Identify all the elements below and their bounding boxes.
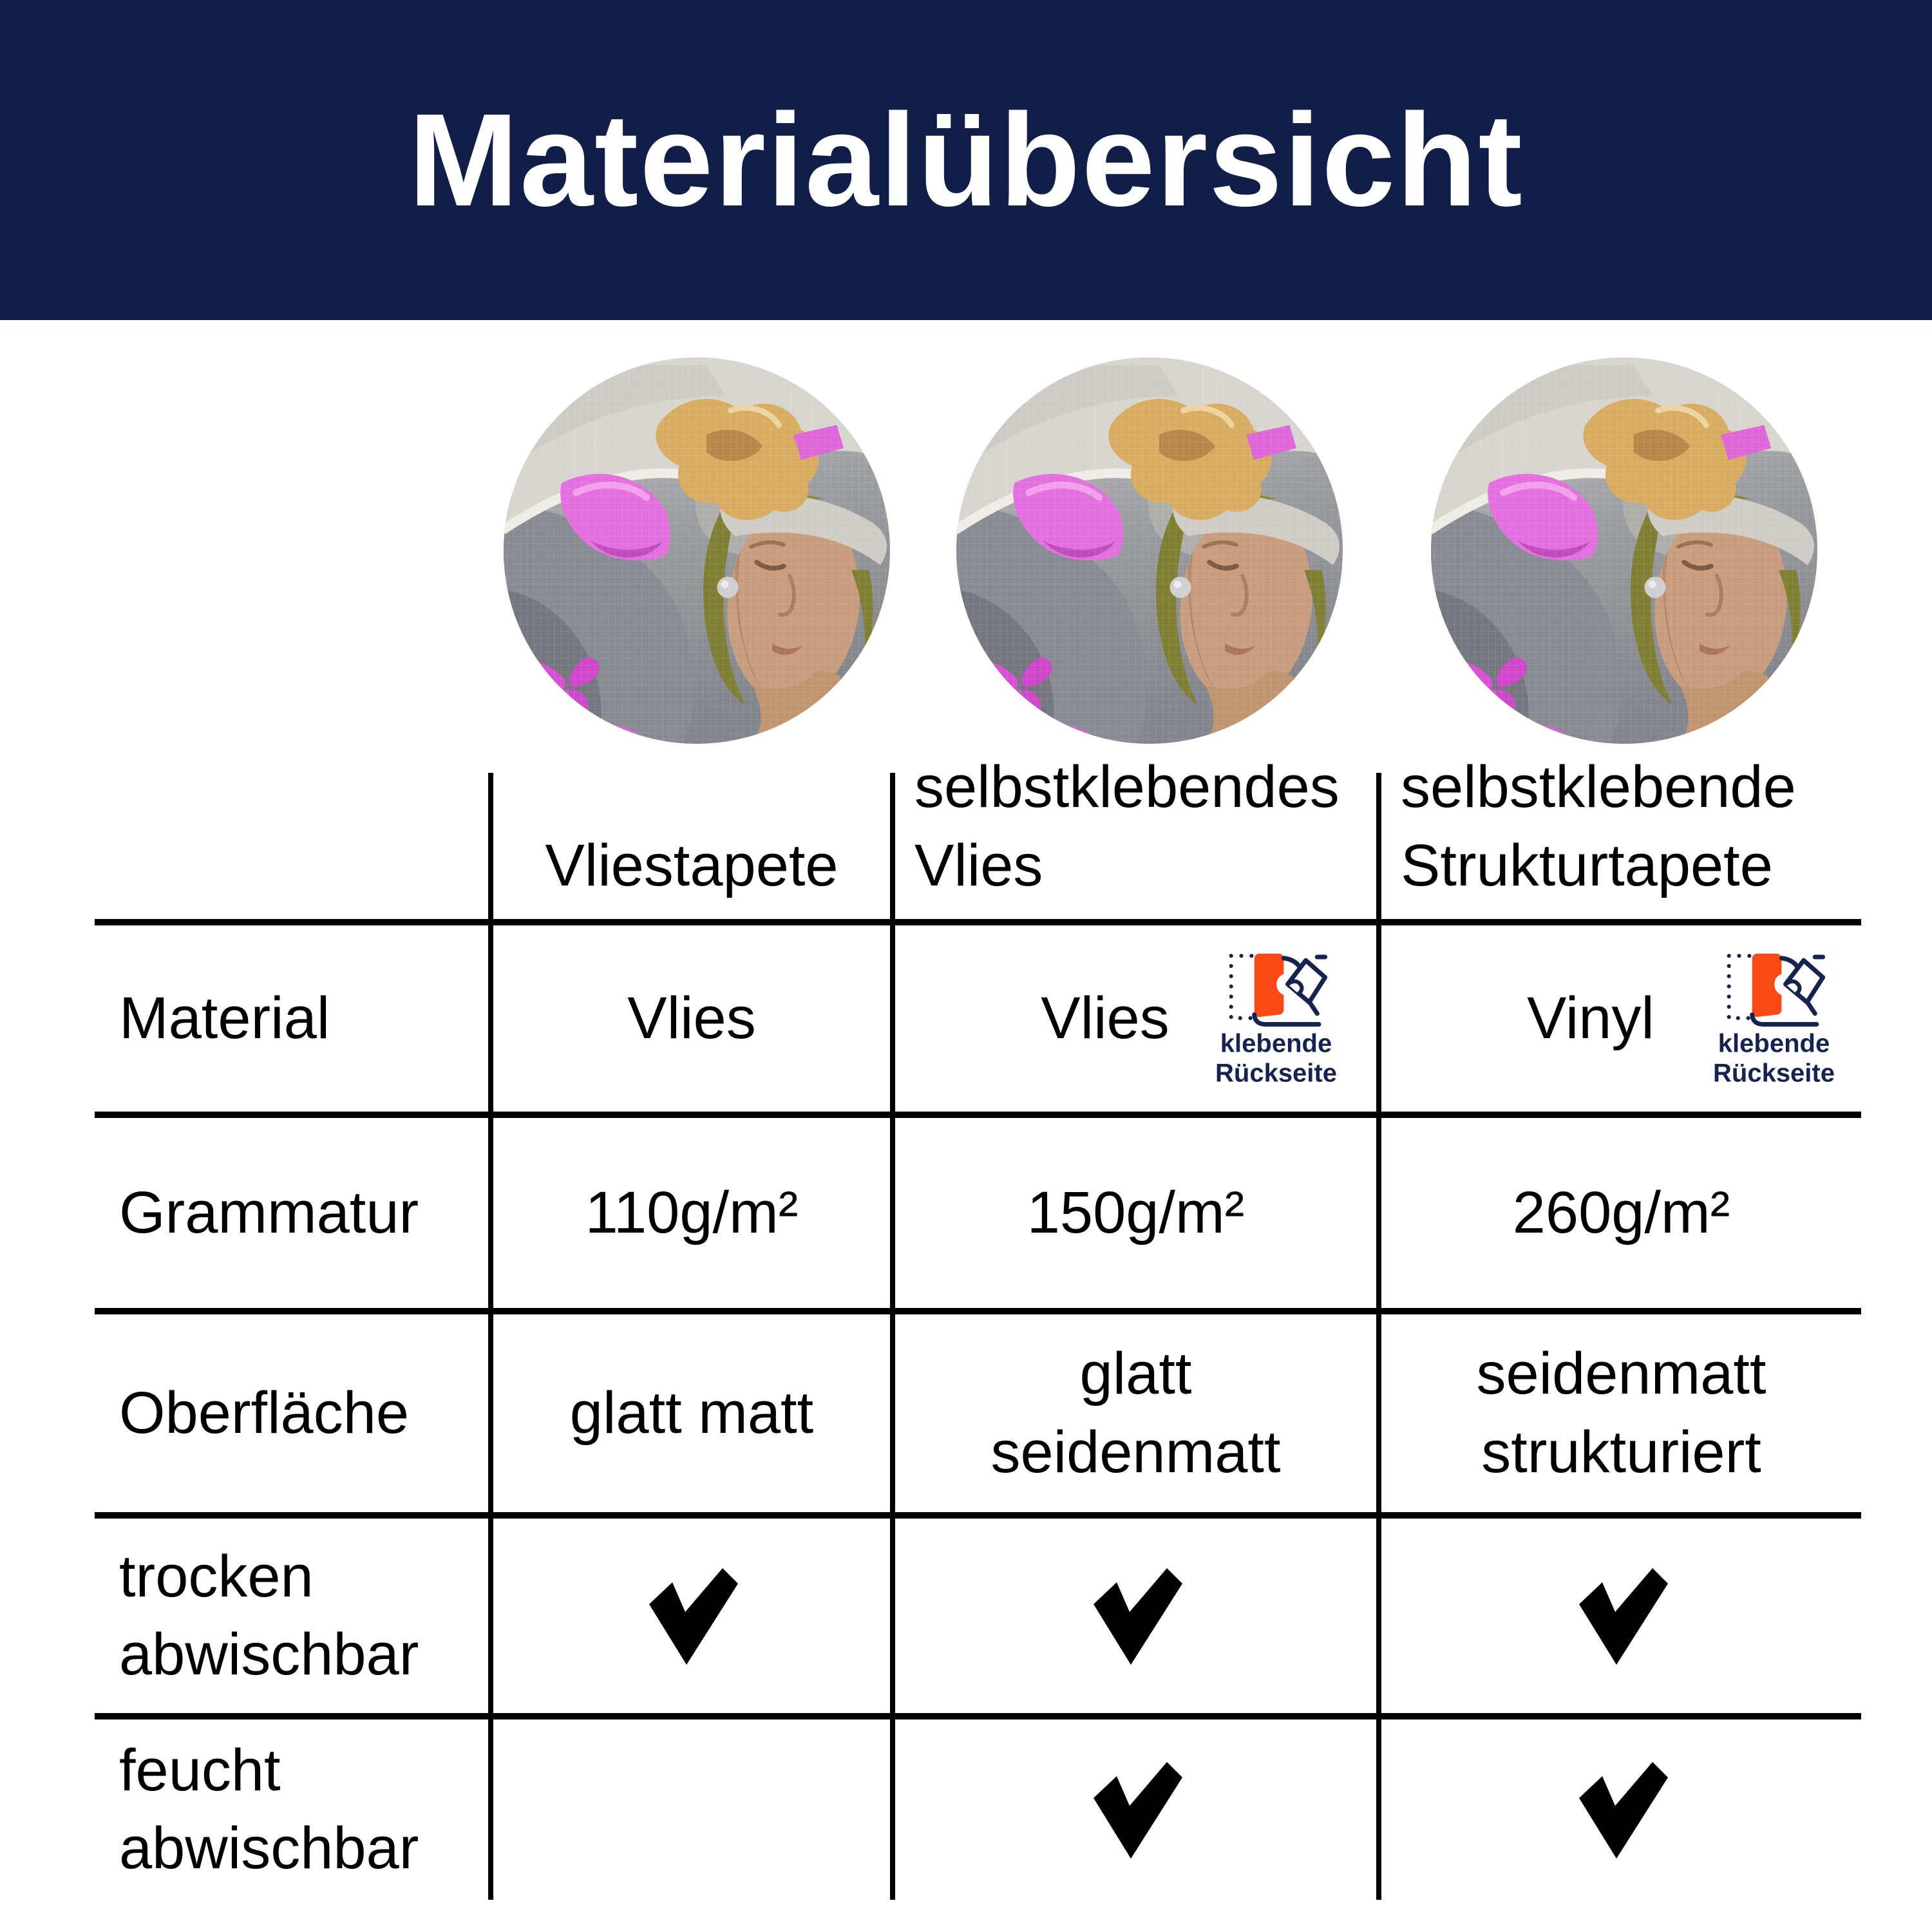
badge-label: Rückseite bbox=[1713, 1059, 1835, 1088]
cell-trocken-vliestapete bbox=[493, 1519, 895, 1719]
row-label-grammatur bbox=[95, 1118, 493, 1314]
comparison-table bbox=[95, 754, 1861, 1900]
product-image-selbstklebendes-vlies bbox=[956, 357, 1343, 744]
column-header-selbstklebendes-vlies bbox=[895, 754, 1381, 925]
cell-grammatur-vliestapete bbox=[493, 1118, 895, 1314]
wallpaper-motif-image bbox=[956, 357, 1343, 744]
adhesive-backing-badge bbox=[1207, 949, 1345, 1088]
column-header-label: Vliestapete bbox=[545, 832, 838, 898]
column-header-selbstklebende-strukturtapete bbox=[1381, 754, 1861, 925]
cell-value: strukturiert bbox=[1481, 1419, 1761, 1485]
check-icon bbox=[1084, 1757, 1188, 1862]
row-label-text: abwischbar bbox=[119, 1815, 419, 1881]
badge-label: klebende bbox=[1718, 1029, 1830, 1058]
column-header-label: Vlies bbox=[914, 832, 1043, 898]
cell-feucht-selbstklebendes-vlies bbox=[895, 1719, 1381, 1900]
badge-label: Rückseite bbox=[1215, 1059, 1337, 1088]
wallpaper-motif-image bbox=[1431, 357, 1817, 744]
cell-material-strukturtapete bbox=[1381, 925, 1861, 1118]
cell-value: 150g/m² bbox=[1027, 1179, 1245, 1245]
check-icon bbox=[1570, 1564, 1673, 1668]
column-header-label: Strukturtapete bbox=[1401, 832, 1773, 898]
row-label-oberflaeche bbox=[95, 1314, 493, 1519]
row-label-text: abwischbar bbox=[119, 1622, 419, 1687]
cell-value: seidenmatt bbox=[990, 1419, 1281, 1485]
adhesive-backing-badge bbox=[1705, 949, 1843, 1088]
cell-grammatur-selbstklebendes-vlies bbox=[895, 1118, 1381, 1314]
adhesive-backing-icon bbox=[1220, 949, 1333, 1028]
row-label-trocken-abwischbar bbox=[95, 1519, 493, 1719]
check-icon bbox=[1084, 1564, 1188, 1668]
row-label-text: Oberfläche bbox=[119, 1379, 410, 1446]
cell-value: Vlies bbox=[1041, 985, 1170, 1051]
row-label-text: Material bbox=[119, 985, 330, 1051]
cell-oberflaeche-strukturtapete bbox=[1381, 1314, 1861, 1519]
header-banner bbox=[0, 0, 1932, 320]
column-header-label: selbstklebendes bbox=[914, 754, 1340, 820]
cell-material-vliestapete bbox=[493, 925, 895, 1118]
cell-oberflaeche-selbstklebendes-vlies bbox=[895, 1314, 1381, 1519]
cell-material-selbstklebendes-vlies bbox=[895, 925, 1381, 1118]
badge-label: klebende bbox=[1220, 1029, 1332, 1058]
column-header-vliestapete bbox=[493, 773, 895, 925]
row-label-text: feucht bbox=[119, 1737, 281, 1803]
cell-value: Vlies bbox=[627, 985, 756, 1051]
row-label-text: Grammatur bbox=[119, 1179, 419, 1245]
check-icon bbox=[1570, 1757, 1673, 1862]
cell-value: seidenmatt bbox=[1476, 1341, 1766, 1407]
row-label-feucht-abwischbar bbox=[95, 1719, 493, 1900]
cell-value: 260g/m² bbox=[1512, 1179, 1730, 1245]
corner-cell bbox=[95, 773, 493, 925]
page-title: Materialübersicht bbox=[408, 86, 1524, 234]
cell-value: 110g/m² bbox=[585, 1179, 799, 1245]
cell-trocken-selbstklebendes-vlies bbox=[895, 1519, 1381, 1719]
product-image-strukturtapete bbox=[1431, 357, 1817, 744]
cell-trocken-strukturtapete bbox=[1381, 1519, 1861, 1719]
cell-value: glatt matt bbox=[569, 1379, 814, 1446]
product-image-vliestapete bbox=[504, 357, 890, 744]
cell-grammatur-strukturtapete bbox=[1381, 1118, 1861, 1314]
cell-value: glatt bbox=[1079, 1341, 1192, 1407]
column-header-label: selbstklebende bbox=[1401, 754, 1796, 820]
check-icon bbox=[640, 1564, 743, 1668]
row-label-text: trocken bbox=[119, 1543, 314, 1609]
cell-oberflaeche-vliestapete bbox=[493, 1314, 895, 1519]
row-label-material bbox=[95, 925, 493, 1118]
cell-value: Vinyl bbox=[1527, 985, 1654, 1051]
wallpaper-motif-image bbox=[504, 357, 890, 744]
cell-feucht-strukturtapete bbox=[1381, 1719, 1861, 1900]
adhesive-backing-icon bbox=[1718, 949, 1831, 1028]
cell-feucht-vliestapete bbox=[493, 1719, 895, 1900]
